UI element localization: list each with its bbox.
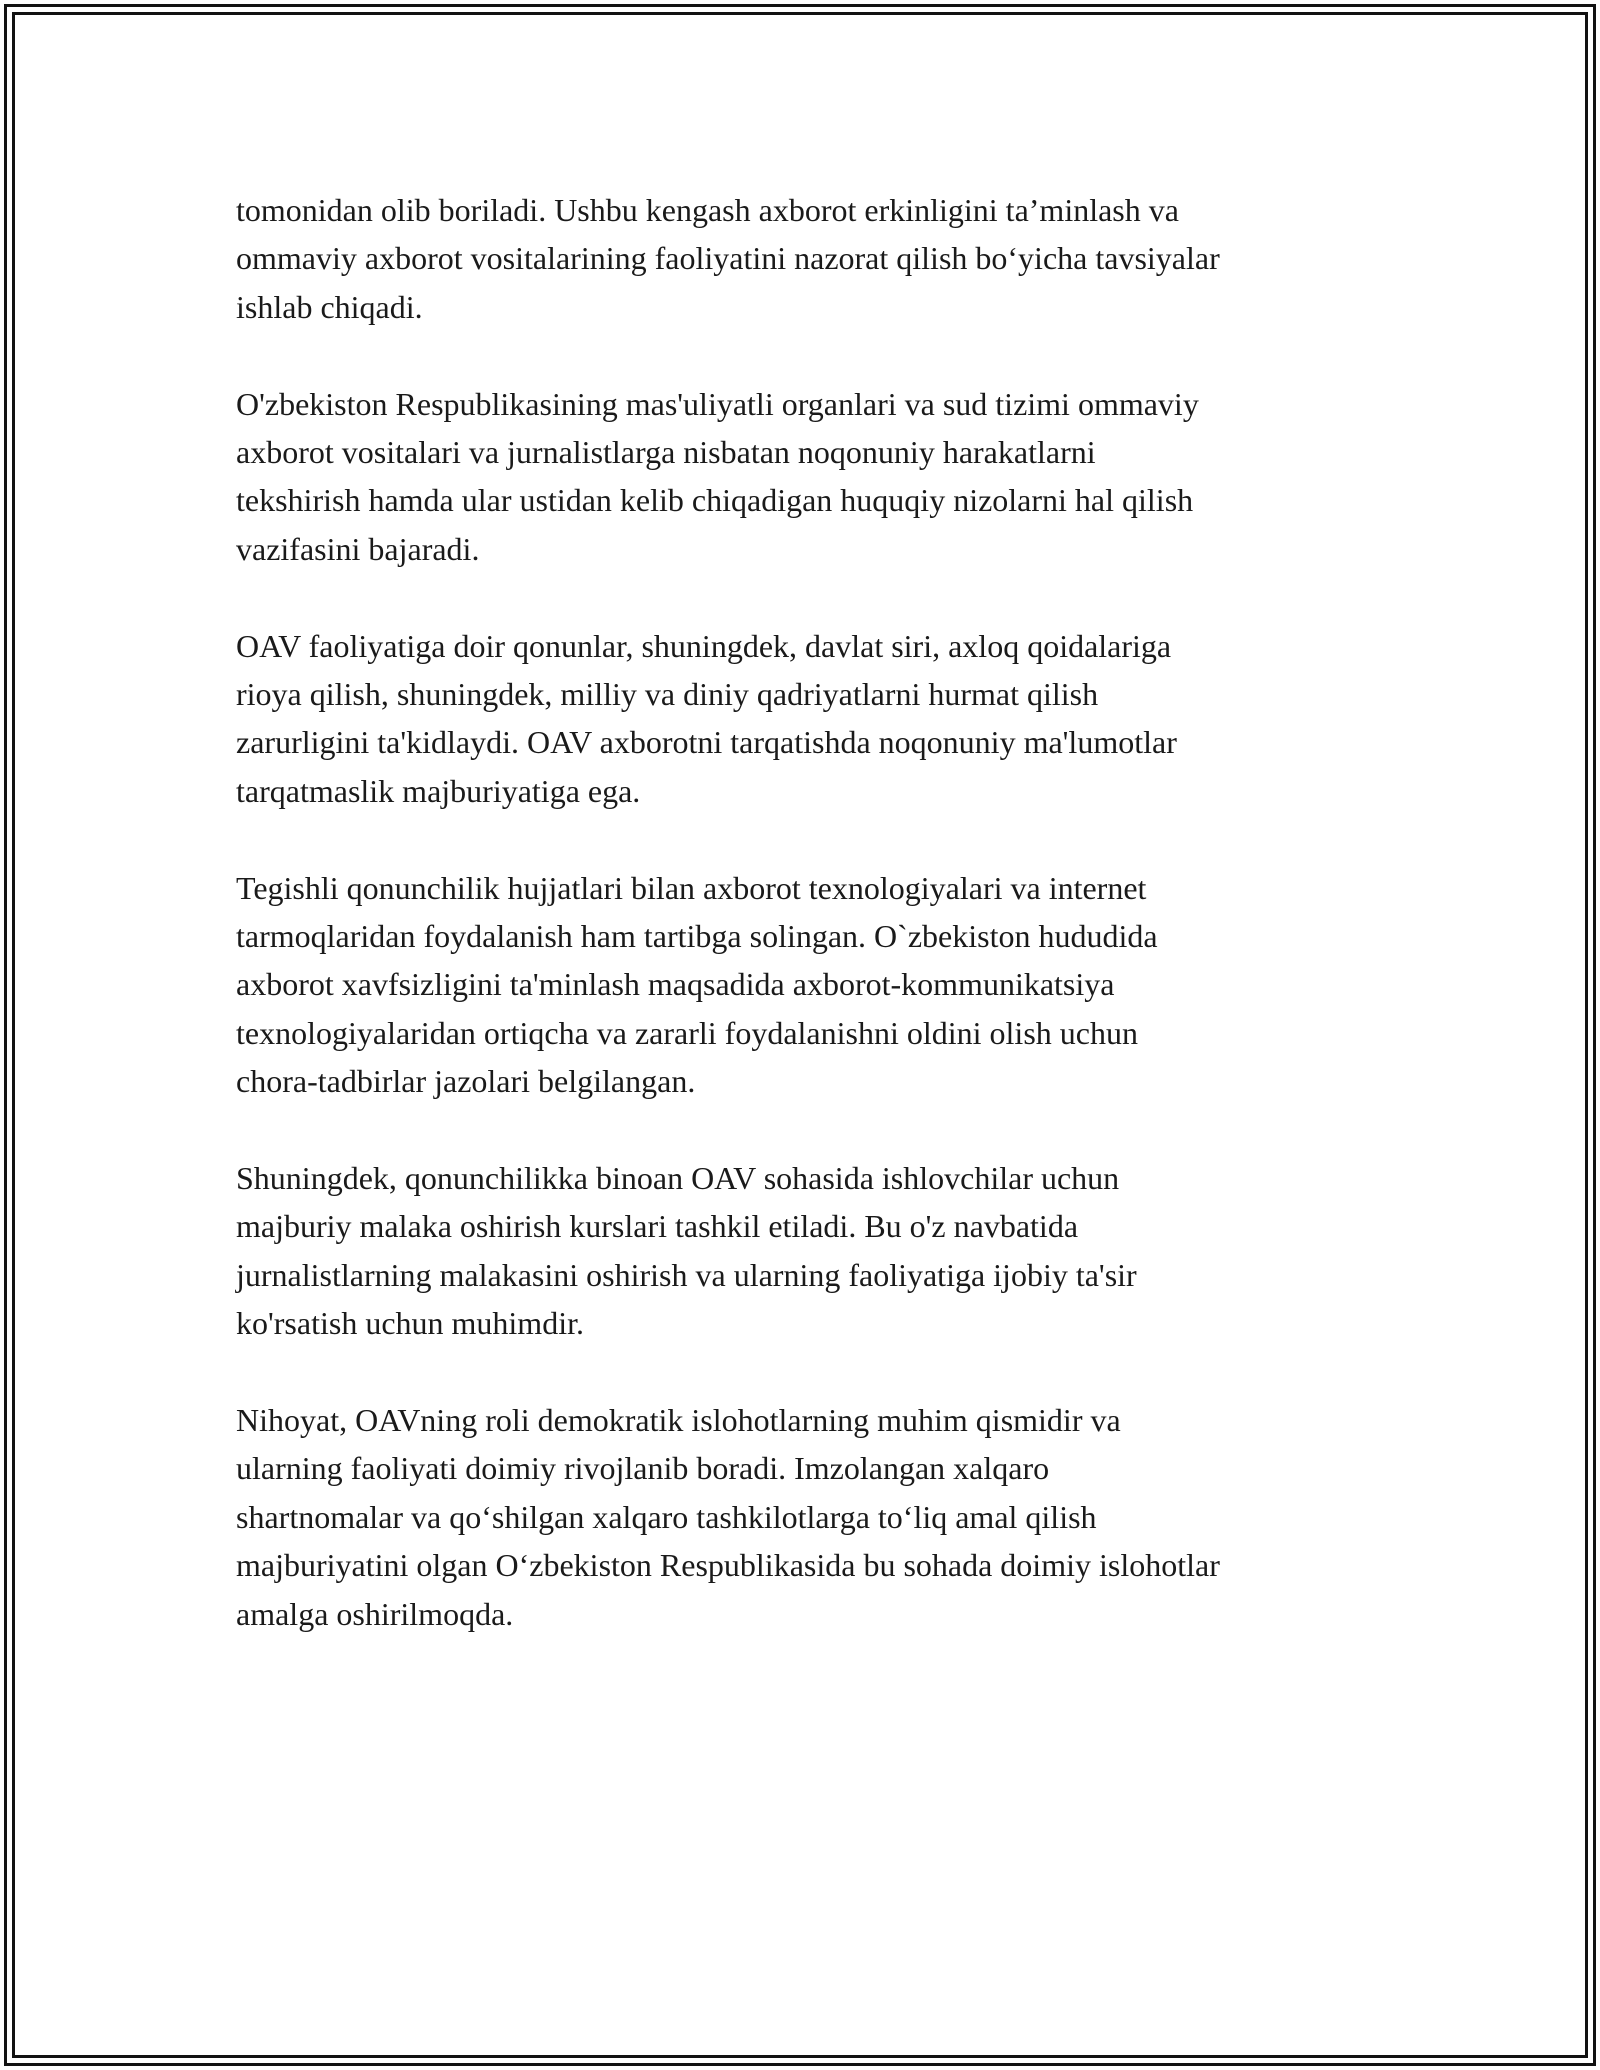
text-line: tarmoqlaridan foydalanish ham tartibga solingan. O`zbekiston hududida <box>236 918 1158 955</box>
paragraph-2 <box>236 380 1396 574</box>
text-line: ommaviy axborot vositalarining faoliyatini nazorat qilish bo‘yicha tavsiyalar <box>236 240 1220 277</box>
text-line: Tegishli qonunchilik hujjatlari bilan axborot texnologiyalari va internet <box>236 869 1147 906</box>
text-line: ishlab chiqadi. <box>236 288 423 325</box>
text-line: Shuningdek, qonunchilikka binoan OAV sohasida ishlovchilar uchun <box>236 1160 1120 1197</box>
text-line: tarqatmaslik majburiyatiga ega. <box>236 772 641 809</box>
text-line: majburiy malaka oshirish kurslari tashkil etiladi. Bu o'z navbatida <box>236 1208 1079 1245</box>
text-line: vazifasini bajaradi. <box>236 530 480 567</box>
text-line: chora-tadbirlar jazolari belgilangan. <box>236 1063 696 1100</box>
text-line: axborot vositalari va jurnalistlarga nisbatan noqonuniy harakatlarni <box>236 434 1096 471</box>
text-line: majburiyatini olgan O‘zbekiston Respublikasida bu sohada doimiy islohotlar <box>236 1547 1220 1584</box>
text-line: zarurligini ta'kidlaydi. OAV axborotni tarqatishda noqonuniy ma'lumotlar <box>236 724 1177 761</box>
text-line: Nihoyat, OAVning roli demokratik islohotlarning muhim qismidir va <box>236 1402 1121 1439</box>
text-line: ko'rsatish uchun muhimdir. <box>236 1305 584 1342</box>
document-body <box>236 186 1396 1687</box>
text-line: axborot xavfsizligini ta'minlash maqsadida axborot-kommunikatsiya <box>236 966 1115 1003</box>
paragraph-1 <box>236 186 1396 331</box>
text-line: OAV faoliyatiga doir qonunlar, shuningdek, davlat siri, axloq qoidalariga <box>236 627 1172 664</box>
paragraph-4 <box>236 864 1396 1106</box>
text-line: shartnomalar va qo‘shilgan xalqaro tashkilotlarga to‘liq amal qilish <box>236 1498 1097 1535</box>
text-line: ularning faoliyati doimiy rivojlanib boradi. Imzolangan xalqaro <box>236 1450 1050 1487</box>
paragraph-6 <box>236 1396 1396 1638</box>
text-line: O'zbekiston Respublikasining mas'uliyatli organlari va sud tizimi ommaviy <box>236 385 1199 422</box>
text-line: rioya qilish, shuningdek, milliy va diniy qadriyatlarni hurmat qilish <box>236 676 1099 713</box>
text-line: jurnalistlarning malakasini oshirish va ularning faoliyatiga ijobiy ta'sir <box>236 1256 1137 1293</box>
text-line: amalga oshirilmoqda. <box>236 1595 514 1632</box>
paragraph-5 <box>236 1154 1396 1348</box>
paragraph-3 <box>236 622 1396 816</box>
text-line: tomonidan olib boriladi. Ushbu kengash axborot erkinligini ta’minlash va <box>236 192 1179 228</box>
text-line: tekshirish hamda ular ustidan kelib chiqadigan huquqiy nizolarni hal qilish <box>236 482 1194 519</box>
text-line: texnologiyalaridan ortiqcha va zararli foydalanishni oldini olish uchun <box>236 1014 1138 1051</box>
